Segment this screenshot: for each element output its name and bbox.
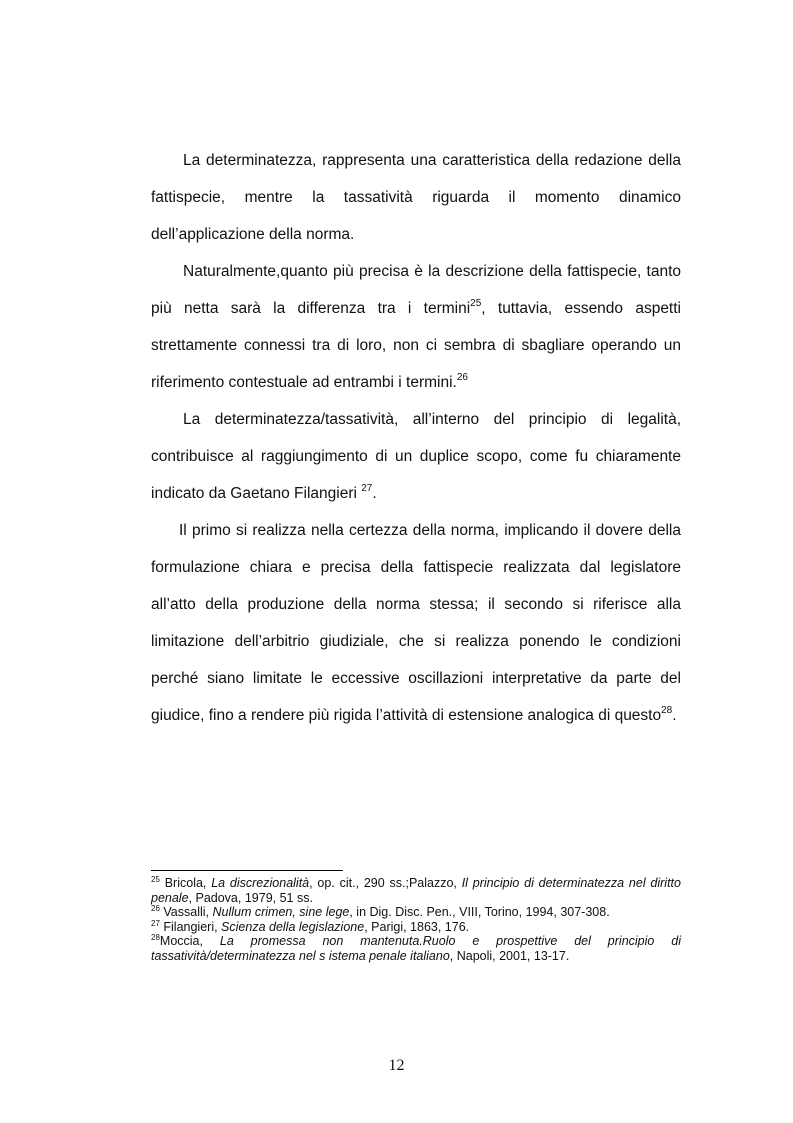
paragraph-4-text-a: Il primo si realizza nella certezza della norma, implicando il dovere della formulazione chiara e precisa della fattispecie realizzata dal legislatore all’atto della produzione della norma stessa; il secondo si riferisce alla limitazione dell’arbitrio giudiziale, che si realizza ponendo le condizioni perché siano limitate le eccessive oscillazioni interpretative da parte del giudice, fino a rendere più rigida l’attività di estensione analogica di questo [151,522,681,724]
paragraph-1: La determinatezza, rappresenta una caratteristica della redazione della fattispecie, mentre la tassatività riguarda il momento dinamico dell’applicazione della norma. [151,152,681,243]
paragraph-3-text-a: La determinatezza/tassatività, all’interno del principio di legalità, contribuisce al raggiungimento di un duplice scopo, come fu chiaramente indicato da Gaetano Filangieri [151,411,681,502]
footnote-text: Bricola, [159,876,212,890]
footnote-number: 28 [151,933,160,942]
footnote-26 [151,905,681,920]
paragraph-4-text-b: . [672,707,677,724]
footnote-ref-27[interactable]: 27 [361,483,373,494]
paragraph-2 [151,253,681,401]
paragraph-4 [151,512,681,734]
footnote-text: , in Dig. Disc. Pen., VIII, Torino, 1994, 307-308. [349,905,610,919]
footnote-title: La promessa non mantenuta.Ruolo e prospettive del principio di tassatività/determinatezza nel s istema penale italiano [151,934,681,963]
footnote-text: , Parigi, 1863, 176. [364,919,470,934]
footnote-25 [151,876,681,905]
page-number: 12 [388,1057,405,1074]
paragraph-2-text-a: Naturalmente,quanto più precisa è la descrizione della fattispecie, tanto più netta sarà la differenza tra i termini [151,263,681,317]
footnote-text: , Padova, 1979, 51 ss. [188,890,313,905]
footnote-title: La discrezionalità [211,876,310,890]
footnote-number: 26 [151,904,160,913]
footnote-text: Filangieri, [159,919,222,934]
footnote-ref-26[interactable]: 26 [456,372,468,383]
footnote-number: 27 [151,918,160,928]
footnote-number: 25 [151,875,160,884]
footnote-title: Nullum crimen, sine lege [212,905,350,919]
paragraph-3-text-b: . [372,485,377,502]
footnote-text: Moccia, [159,934,220,948]
footnote-text: , op. cit., 290 ss.;Palazzo, [309,876,462,890]
body-text [151,142,681,734]
footnote-title: Scienza della legislazione [221,919,365,934]
paragraph-2-text-b: , tuttavia, essendo aspetti strettamente connessi tra di loro, non ci sembra di sbagliare operando un riferimento contestuale ad entrambi i termini. [151,300,681,391]
footnote-text: Vassalli, [159,905,213,919]
footnote-27 [151,920,681,935]
footnote-ref-25[interactable]: 25 [470,298,482,309]
footnote-28 [151,934,681,963]
footnote-text: , Napoli, 2001, 13-17. [449,948,570,963]
footnotes [151,876,681,963]
footnote-ref-28[interactable]: 28 [661,705,673,716]
paragraph-3 [151,401,681,512]
footnote-separator [151,870,343,871]
footnote-title: Il principio di determinatezza nel diritto penale [151,876,681,905]
